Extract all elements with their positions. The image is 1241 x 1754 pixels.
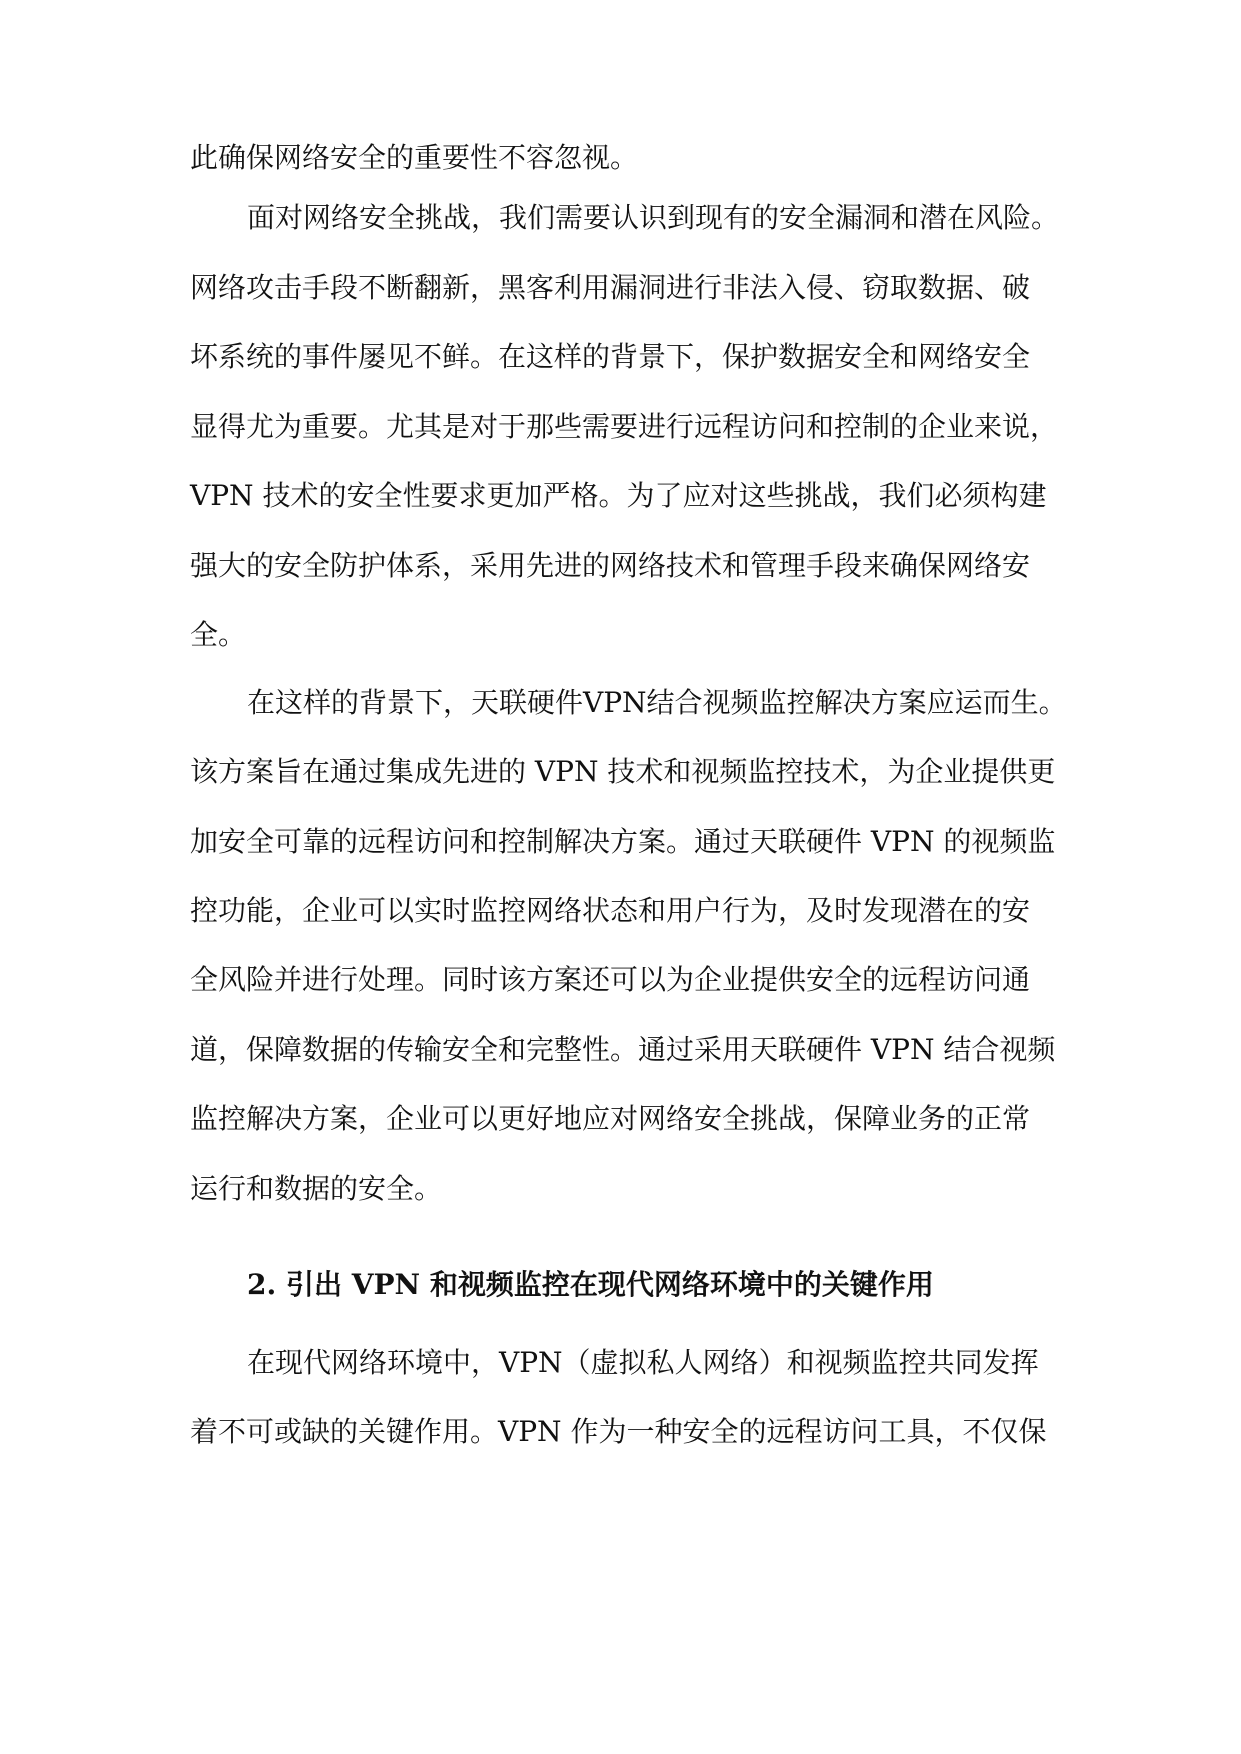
paragraph-4-line-2: 着不可或缺的关键作用。VPN 作为一种安全的远程访问工具，不仅保 [190, 1415, 1047, 1448]
paragraph-2-line-1: 面对网络安全挑战，我们需要认识到现有的安全漏洞和潜在风险。 [247, 201, 1060, 234]
paragraph-3-line-1: 在这样的背景下，天联硬件VPN结合视频监控解决方案应运而生。 [247, 686, 1067, 719]
paragraph-3-line-4: 控功能，企业可以实时监控网络状态和用户行为，及时发现潜在的安 [190, 894, 1031, 927]
paragraph-2-line-6: 强大的安全防护体系，采用先进的网络技术和管理手段来确保网络安 [190, 549, 1031, 582]
paragraph-2-line-3: 坏系统的事件屡见不鲜。在这样的背景下，保护数据安全和网络安全 [190, 340, 1031, 373]
paragraph-2-line-7: 全。 [190, 618, 247, 651]
paragraph-2-line-2: 网络攻击手段不断翻新，黑客利用漏洞进行非法入侵、窃取数据、破 [190, 271, 1031, 304]
paragraph-3-line-6: 道，保障数据的传输安全和完整性。通过采用天联硬件 VPN 结合视频 [190, 1033, 1056, 1066]
section-heading: 2. 引出 VPN 和视频监控在现代网络环境中的关键作用 [247, 1268, 934, 1301]
paragraph-2-line-4: 显得尤为重要。尤其是对于那些需要进行远程访问和控制的企业来说， [190, 410, 1059, 443]
paragraph-3-line-5: 全风险并进行处理。同时该方案还可以为企业提供安全的远程访问通 [190, 963, 1031, 996]
paragraph-4-line-1: 在现代网络环境中，VPN（虚拟私人网络）和视频监控共同发挥 [247, 1346, 1039, 1379]
paragraph-2-line-5: VPN 技术的安全性要求更加严格。为了应对这些挑战，我们必须构建 [190, 479, 1047, 512]
paragraph-3-line-7: 监控解决方案，企业可以更好地应对网络安全挑战，保障业务的正常 [190, 1102, 1031, 1135]
paragraph-3-line-3: 加安全可靠的远程访问和控制解决方案。通过天联硬件 VPN 的视频监 [190, 825, 1056, 858]
paragraph-3-line-2: 该方案旨在通过集成先进的 VPN 技术和视频监控技术，为企业提供更 [190, 755, 1056, 788]
paragraph-1-line-1: 此确保网络安全的重要性不容忽视。 [190, 141, 639, 174]
paragraph-3-line-8: 运行和数据的安全。 [190, 1172, 443, 1205]
